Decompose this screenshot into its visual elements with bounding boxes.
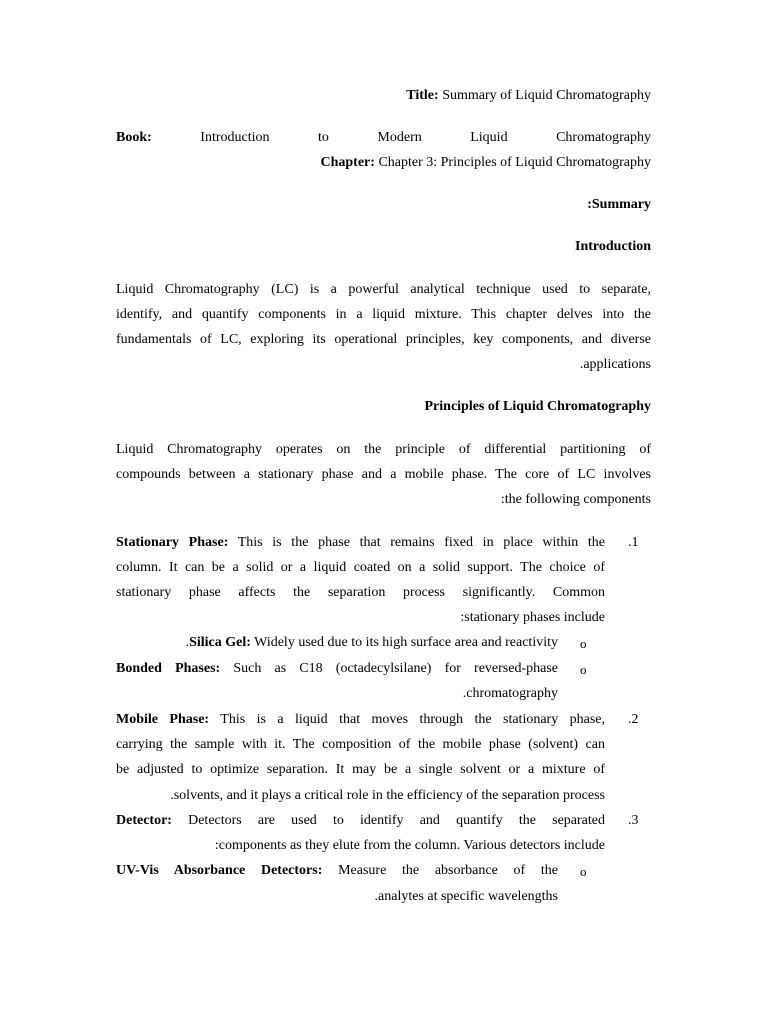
book-label: Book:: [116, 130, 152, 145]
intro-line: fundamentals of LC, exploring its operational principles, key components, and diverse: [116, 332, 651, 347]
list-item-line: :components as they elute from the column. Various detectors include: [214, 838, 605, 853]
list-item-line: be adjusted to optimize separation. It may be a single solvent or a mixture of: [116, 762, 605, 777]
bullet-term: Silica Gel:: [189, 635, 251, 650]
bullet-line: .analytes at specific wavelengths: [374, 889, 558, 904]
list-number: .3: [628, 813, 639, 828]
book-word: Chromatography: [556, 130, 651, 145]
list-number: .2: [628, 712, 639, 727]
bullet-term: Bonded Phases:: [116, 661, 221, 676]
list-item-first-line: Detector: Detectors are used to identify and quantify the separated: [116, 813, 605, 828]
bullet-term: UV-Vis Absorbance Detectors:: [116, 863, 323, 878]
item-term: Stationary Phase:: [116, 535, 229, 550]
book-word: Modern: [377, 130, 422, 145]
title-label: Title:: [406, 88, 439, 103]
bullet-item: .Silica Gel: Widely used due to its high surface area and reactivity: [185, 635, 558, 650]
principles-line: compounds between a stationary phase and a mobile phase. The core of LC involves: [116, 467, 651, 482]
bullet-marker: o: [580, 662, 587, 677]
list-item-line: .solvents, and it plays a critical role in the efficiency of the separation process: [170, 788, 605, 803]
list-item-first-line: Mobile Phase: This is a liquid that moves through the stationary phase,: [116, 712, 606, 727]
book-line: [116, 130, 651, 146]
list-item-line: column. It can be a solid or a liquid coated on a solid support. The choice of: [116, 560, 605, 575]
item-term: Detector:: [116, 813, 172, 828]
bullet-item: Bonded Phases: Such as C18 (octadecylsilane) for reversed-phase: [116, 661, 559, 676]
list-item-first-line: Stationary Phase: This is the phase that remains fixed in place within the: [116, 535, 605, 550]
list-item-line: stationary phase affects the separation process significantly. Common: [116, 585, 605, 600]
introduction-heading: Introduction: [575, 239, 651, 254]
chapter-text: Chapter 3: Principles of Liquid Chromatography: [378, 155, 651, 170]
intro-line: Liquid Chromatography (LC) is a powerful analytical technique used to separate,: [116, 282, 651, 297]
list-item-line: carrying the sample with it. The composition of the mobile phase (solvent) can: [116, 737, 605, 752]
bullet-marker: o: [580, 636, 587, 651]
intro-line: identify, and quantify components in a liquid mixture. This chapter delves into the: [116, 307, 651, 322]
book-word: to: [318, 130, 329, 145]
book-word: Liquid: [470, 130, 508, 145]
principles-heading: Principles of Liquid Chromatography: [424, 399, 651, 414]
item-term: Mobile Phase:: [116, 712, 210, 727]
list-number: .1: [628, 535, 639, 550]
principles-line: :the following components: [500, 492, 651, 507]
bullet-item: UV-Vis Absorbance Detectors: Measure the absorbance of the: [116, 863, 558, 878]
bullet-line: .chromatography: [462, 686, 558, 701]
chapter-label: Chapter:: [320, 155, 375, 170]
principles-line: Liquid Chromatography operates on the principle of differential partitioning of: [116, 442, 651, 457]
bullet-marker: o: [580, 864, 587, 879]
summary-heading: :Summary: [587, 197, 651, 212]
list-item-line: :stationary phases include: [460, 610, 605, 625]
title-text: Summary of Liquid Chromatography: [442, 88, 651, 103]
document-title: [406, 88, 651, 104]
book-word: Introduction: [200, 130, 270, 145]
intro-line: .applications: [579, 357, 651, 372]
chapter-line: [321, 155, 652, 171]
